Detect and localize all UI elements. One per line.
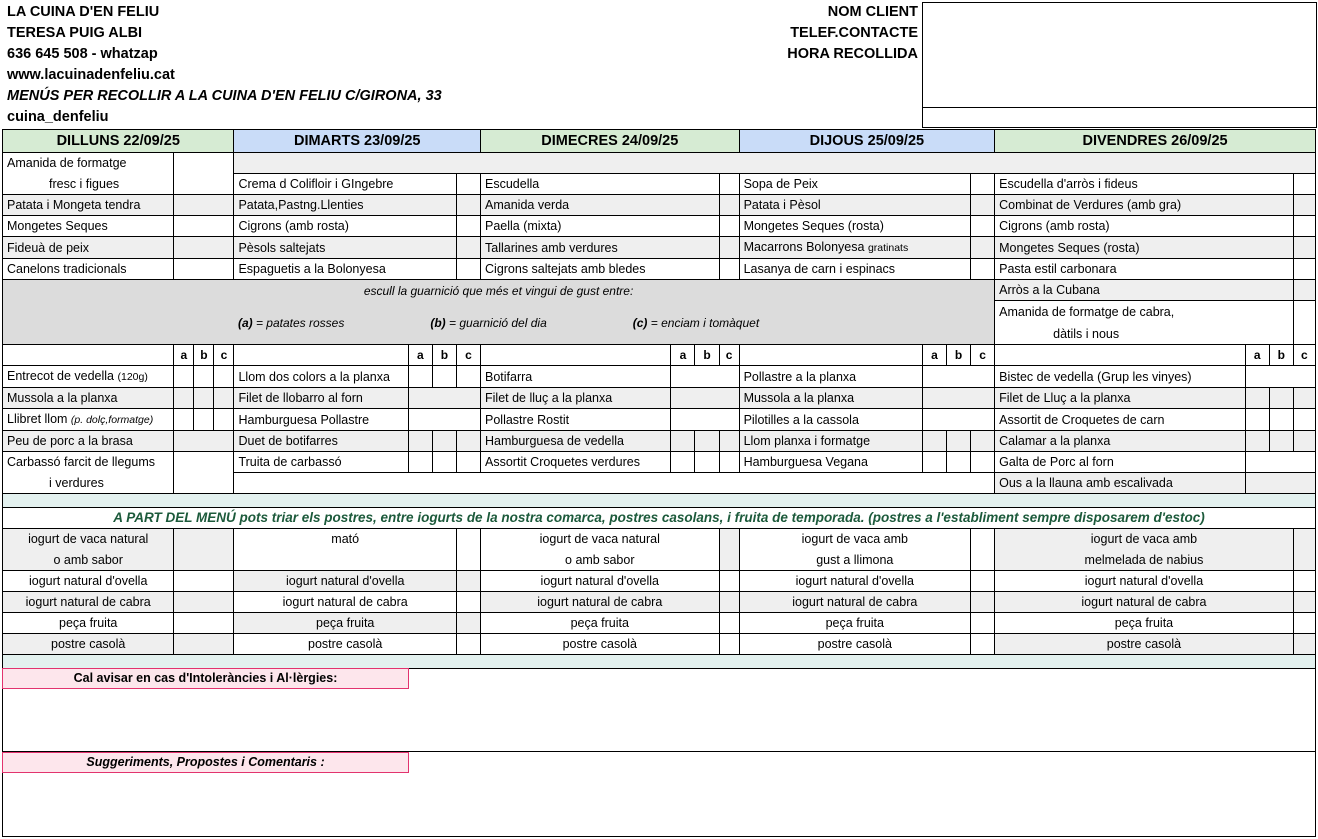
dessert-name: iogurt natural d'ovella bbox=[3, 571, 174, 592]
dessert-select[interactable] bbox=[174, 529, 234, 571]
dish-name: Crema d Colifloir i GIngebre bbox=[234, 174, 456, 195]
dessert-name: iogurt natural de cabra bbox=[739, 592, 970, 613]
dish-select[interactable] bbox=[456, 216, 480, 237]
first-course-row bbox=[3, 195, 1316, 216]
dessert-name: mató bbox=[234, 529, 456, 550]
dish-name: Hamburguesa Vegana bbox=[739, 452, 922, 473]
postres-title: A PART DEL MENÚ pots triar els postres, entre iogurts de la nostra comarca, postres casolans, i fruita de temporada. (postres a l'establiment sempre disposarem d'estoc) bbox=[3, 508, 1316, 529]
blank-cell bbox=[739, 345, 922, 366]
dish-name: Sopa de Peix bbox=[739, 174, 970, 195]
weekly-menu-table bbox=[2, 129, 1316, 669]
blank-cell bbox=[995, 345, 1246, 366]
dish-name-main: Llibret llom bbox=[7, 412, 68, 426]
dessert-name: postre casolà bbox=[3, 634, 174, 655]
dish-name: Truita de carbassó bbox=[234, 452, 408, 473]
blank-cell bbox=[234, 473, 995, 494]
dish-name-note: (p. dolç,formatge) bbox=[70, 414, 154, 426]
dish-select[interactable] bbox=[174, 195, 234, 216]
dessert-name: peça fruita bbox=[3, 613, 174, 634]
garnish-a-check[interactable] bbox=[922, 452, 946, 473]
dessert-name: iogurt de vaca natural bbox=[3, 529, 174, 550]
dessert-name: iogurt natural de cabra bbox=[995, 592, 1294, 613]
dish-name: Assortit de Croquetes de carn bbox=[995, 409, 1246, 431]
dish-select[interactable] bbox=[1293, 301, 1315, 345]
garnish-options bbox=[7, 302, 990, 344]
second-course-row bbox=[3, 452, 1316, 473]
garnish-b-check[interactable] bbox=[194, 366, 214, 388]
day-header-row bbox=[3, 130, 1316, 153]
dessert-select[interactable] bbox=[719, 529, 739, 571]
dessert-select[interactable] bbox=[1293, 529, 1315, 571]
dish-select[interactable] bbox=[971, 216, 995, 237]
dish-name: Carbassó farcit de llegums bbox=[3, 452, 174, 473]
dish-select[interactable] bbox=[971, 174, 995, 195]
header bbox=[0, 0, 1318, 128]
garnish-c-check[interactable] bbox=[214, 366, 234, 388]
garnish-info bbox=[3, 280, 995, 345]
dish-select[interactable] bbox=[922, 388, 994, 409]
garnish-c-check[interactable] bbox=[214, 388, 234, 409]
garnish-b-label: b bbox=[194, 345, 214, 366]
second-course-row bbox=[3, 409, 1316, 431]
first-course-row bbox=[3, 153, 1316, 174]
dessert-name: gust a llimona bbox=[739, 550, 970, 571]
dessert-name: iogurt natural d'ovella bbox=[995, 571, 1294, 592]
second-course-row bbox=[3, 366, 1316, 388]
dessert-name: postre casolà bbox=[234, 634, 456, 655]
garnish-c-check[interactable] bbox=[214, 409, 234, 431]
garnish-c-label: c bbox=[214, 345, 234, 366]
garnish-b-check[interactable] bbox=[432, 431, 456, 452]
dessert-name: peça fruita bbox=[739, 613, 970, 634]
garnish-b-check[interactable] bbox=[194, 409, 214, 431]
blank-cell bbox=[234, 345, 408, 366]
dessert-name: iogurt natural de cabra bbox=[234, 592, 456, 613]
dessert-select[interactable] bbox=[971, 571, 995, 592]
dish-name bbox=[3, 366, 174, 388]
dessert-select[interactable] bbox=[719, 571, 739, 592]
garnish-a-label: a bbox=[922, 345, 946, 366]
dessert-name: postre casolà bbox=[739, 634, 970, 655]
suggestions-label: Suggeriments, Propostes i Comentaris : bbox=[2, 752, 409, 773]
garnish-a-check[interactable] bbox=[174, 366, 194, 388]
first-course-row bbox=[3, 174, 1316, 195]
dish-name: Bistec de vedella (Grup les vinyes) bbox=[995, 366, 1246, 388]
dessert-name: iogurt de vaca amb bbox=[995, 529, 1294, 550]
dessert-name: o amb sabor bbox=[3, 550, 174, 571]
garnish-a-label: a bbox=[671, 345, 695, 366]
garnish-b-label: b bbox=[1269, 345, 1293, 366]
blank-cell bbox=[481, 345, 671, 366]
dish-name: Paella (mixta) bbox=[481, 216, 720, 237]
client-info-box[interactable] bbox=[922, 2, 1317, 108]
dish-select[interactable] bbox=[1293, 259, 1315, 280]
dish-name: Peu de porc a la brasa bbox=[3, 431, 174, 452]
dessert-name: iogurt natural d'ovella bbox=[234, 571, 456, 592]
dish-select[interactable] bbox=[719, 174, 739, 195]
dish-select[interactable] bbox=[971, 259, 995, 280]
dish-name: Llom planxa i formatge bbox=[739, 431, 922, 452]
dish-name: Filet de Lluç a la planxa bbox=[995, 388, 1246, 409]
garnish-b-check[interactable] bbox=[432, 366, 456, 388]
garnish-a-check[interactable] bbox=[174, 409, 194, 431]
dish-name: Lasanya de carn i espinacs bbox=[739, 259, 970, 280]
dessert-select[interactable] bbox=[1293, 592, 1315, 613]
dish-select[interactable] bbox=[1245, 452, 1315, 473]
dish-select[interactable] bbox=[971, 237, 995, 259]
garnish-c-check[interactable] bbox=[456, 366, 480, 388]
dish-name: Mussola a la planxa bbox=[739, 388, 922, 409]
dish-name: Patata,Pastng.Llenties bbox=[234, 195, 456, 216]
garnish-b-check[interactable] bbox=[947, 452, 971, 473]
garnish-a-check[interactable] bbox=[1245, 431, 1269, 452]
dish-select[interactable] bbox=[922, 409, 994, 431]
garnish-c-check[interactable] bbox=[456, 431, 480, 452]
garnish-b-label: b bbox=[947, 345, 971, 366]
garnish-a-check[interactable] bbox=[174, 388, 194, 409]
dish-name-note: (120g) bbox=[117, 371, 148, 383]
dish-select[interactable] bbox=[1245, 473, 1315, 494]
dish-name bbox=[739, 237, 970, 259]
dessert-name: peça fruita bbox=[234, 613, 456, 634]
garnish-a-label: a bbox=[408, 345, 432, 366]
dessert-select[interactable] bbox=[174, 634, 234, 655]
dessert-name: iogurt de vaca natural bbox=[481, 529, 720, 550]
dish-name: Filet de lluç a la planxa bbox=[481, 388, 671, 409]
dish-name: Ous a la llauna amb escalivada bbox=[995, 473, 1246, 494]
dish-name: Llom dos colors a la planxa bbox=[234, 366, 408, 388]
garnish-option-b: (b) = guarnició del dia bbox=[430, 316, 547, 330]
garnish-a-check[interactable] bbox=[922, 431, 946, 452]
postres-row bbox=[3, 529, 1316, 550]
postres-row bbox=[3, 571, 1316, 592]
dessert-name: iogurt natural d'ovella bbox=[739, 571, 970, 592]
dish-name: Mongetes Seques (rosta) bbox=[739, 216, 970, 237]
client-extra-box[interactable] bbox=[922, 107, 1317, 128]
garnish-intro: escull la guarnició que més et vingui de gust entre: bbox=[363, 284, 634, 298]
postres-title-row bbox=[3, 508, 1316, 529]
day-friday: DIVENDRES 26/09/25 bbox=[995, 130, 1316, 153]
dessert-select[interactable] bbox=[456, 529, 480, 571]
website: www.lacuinadenfeliu.cat bbox=[7, 67, 175, 83]
dessert-select[interactable] bbox=[174, 613, 234, 634]
dish-select[interactable] bbox=[174, 153, 234, 174]
menu-subtitle: MENÚS PER RECOLLIR A LA CUINA D'EN FELIU C/GIRONA, 33 bbox=[7, 88, 442, 104]
garnish-c-check[interactable] bbox=[1293, 409, 1315, 431]
dish-name: Cigrons (amb rosta) bbox=[995, 216, 1294, 237]
dessert-select[interactable] bbox=[174, 571, 234, 592]
dish-select[interactable] bbox=[456, 195, 480, 216]
dish-select[interactable] bbox=[1245, 366, 1315, 388]
dessert-select[interactable] bbox=[1293, 613, 1315, 634]
garnish-option-a: (a) = patates rosses bbox=[237, 316, 345, 330]
garnish-c-check[interactable] bbox=[971, 452, 995, 473]
dish-select[interactable] bbox=[174, 452, 234, 494]
garnish-c-label: c bbox=[719, 345, 739, 366]
day-monday: DILLUNS 22/09/25 bbox=[3, 130, 234, 153]
dessert-name: iogurt natural de cabra bbox=[3, 592, 174, 613]
dish-select[interactable] bbox=[456, 174, 480, 195]
dish-name: Escudella bbox=[481, 174, 720, 195]
client-name-label: NOM CLIENT bbox=[827, 4, 918, 20]
dish-name bbox=[3, 409, 174, 431]
dessert-select[interactable] bbox=[456, 592, 480, 613]
garnish-b-check[interactable] bbox=[947, 431, 971, 452]
dish-select[interactable] bbox=[1293, 216, 1315, 237]
garnish-c-label: c bbox=[971, 345, 995, 366]
postres-row bbox=[3, 634, 1316, 655]
blank-cell bbox=[234, 550, 456, 571]
dish-select[interactable] bbox=[174, 259, 234, 280]
postres-row bbox=[3, 592, 1316, 613]
garnish-b-check[interactable] bbox=[194, 388, 214, 409]
dish-name: Combinat de Verdures (amb gra) bbox=[995, 195, 1294, 216]
dessert-select[interactable] bbox=[971, 613, 995, 634]
dessert-name: iogurt de vaca amb bbox=[739, 529, 970, 550]
dessert-name: peça fruita bbox=[995, 613, 1294, 634]
blank-cell bbox=[3, 345, 174, 366]
restaurant-name: LA CUINA D'EN FELIU bbox=[7, 4, 160, 20]
dish-name: Hamburguesa de vedella bbox=[481, 431, 671, 452]
spacer-row bbox=[3, 494, 1316, 508]
dish-name: Botifarra bbox=[481, 366, 671, 388]
dish-name-note: gratinats bbox=[867, 242, 909, 254]
dessert-name: o amb sabor bbox=[481, 550, 720, 571]
dessert-select[interactable] bbox=[971, 529, 995, 571]
dish-select[interactable] bbox=[1293, 237, 1315, 259]
dish-select[interactable] bbox=[719, 237, 739, 259]
dish-name: Arròs a la Cubana bbox=[995, 280, 1294, 301]
dessert-select[interactable] bbox=[174, 592, 234, 613]
garnish-c-check[interactable] bbox=[971, 431, 995, 452]
dish-name: Espaguetis a la Bolonyesa bbox=[234, 259, 456, 280]
day-wednesday: DIMECRES 24/09/25 bbox=[481, 130, 740, 153]
garnish-b-check[interactable] bbox=[1269, 388, 1293, 409]
dish-name: Amanida de formatge de cabra, bbox=[995, 301, 1294, 324]
dish-name: fresc i figues bbox=[3, 174, 174, 195]
dish-select[interactable] bbox=[408, 388, 480, 409]
dish-select[interactable] bbox=[671, 409, 739, 431]
dish-name: Mussola a la planxa bbox=[3, 388, 174, 409]
garnish-c-check[interactable] bbox=[1293, 431, 1315, 452]
dish-name: Canelons tradicionals bbox=[3, 259, 174, 280]
dessert-select[interactable] bbox=[456, 634, 480, 655]
garnish-a-label: a bbox=[174, 345, 194, 366]
garnish-c-label: c bbox=[1293, 345, 1315, 366]
day-tuesday: DIMARTS 23/09/25 bbox=[234, 130, 481, 153]
dish-select[interactable] bbox=[456, 259, 480, 280]
dish-select[interactable] bbox=[922, 366, 994, 388]
dish-select[interactable] bbox=[174, 216, 234, 237]
dish-select[interactable] bbox=[719, 216, 739, 237]
dish-select[interactable] bbox=[174, 237, 234, 259]
dish-name: i verdures bbox=[3, 473, 174, 494]
dish-name: Filet de llobarro al forn bbox=[234, 388, 408, 409]
dish-name: Fideuà de peix bbox=[3, 237, 174, 259]
owner-name: TERESA PUIG ALBI bbox=[7, 25, 143, 41]
garnish-a-check[interactable] bbox=[671, 452, 695, 473]
dish-select[interactable] bbox=[174, 431, 234, 452]
second-course-row bbox=[3, 388, 1316, 409]
dessert-select[interactable] bbox=[719, 613, 739, 634]
dish-select[interactable] bbox=[1293, 195, 1315, 216]
dessert-select[interactable] bbox=[719, 592, 739, 613]
garnish-b-check[interactable] bbox=[695, 452, 719, 473]
allergies-box[interactable] bbox=[2, 668, 1316, 752]
dish-name: Tallarines amb verdures bbox=[481, 237, 720, 259]
second-course-row bbox=[3, 431, 1316, 452]
dish-name-main: Macarrons Bolonyesa bbox=[743, 240, 865, 254]
garnish-a-check[interactable] bbox=[1245, 388, 1269, 409]
social-handle: cuina_denfeliu bbox=[7, 109, 109, 125]
spacer-row bbox=[3, 655, 1316, 669]
dish-name: Pèsols saltejats bbox=[234, 237, 456, 259]
garnish-b-check[interactable] bbox=[432, 452, 456, 473]
dessert-select[interactable] bbox=[719, 634, 739, 655]
dish-name: Patata i Pèsol bbox=[739, 195, 970, 216]
garnish-a-check[interactable] bbox=[1245, 409, 1269, 431]
pickup-time-label: HORA RECOLLIDA bbox=[787, 46, 918, 62]
garnish-b-check[interactable] bbox=[695, 431, 719, 452]
dish-select[interactable] bbox=[1293, 280, 1315, 301]
dish-name: Assortit Croquetes verdures bbox=[481, 452, 671, 473]
postres-row bbox=[3, 613, 1316, 634]
dish-select[interactable] bbox=[671, 388, 739, 409]
dessert-name: iogurt natural de cabra bbox=[481, 592, 720, 613]
dish-name: Escudella d'arròs i fideus bbox=[995, 174, 1294, 195]
dish-select[interactable] bbox=[971, 195, 995, 216]
garnish-b-check[interactable] bbox=[1269, 409, 1293, 431]
garnish-b-check[interactable] bbox=[1269, 431, 1293, 452]
spacer bbox=[3, 494, 1316, 508]
first-course-row bbox=[3, 237, 1316, 259]
dish-select[interactable] bbox=[408, 409, 480, 431]
first-course-row bbox=[3, 216, 1316, 237]
dessert-name: postre casolà bbox=[481, 634, 720, 655]
garnish-c-check[interactable] bbox=[1293, 388, 1315, 409]
dish-select[interactable] bbox=[671, 366, 739, 388]
dessert-name: peça fruita bbox=[481, 613, 720, 634]
garnish-b-label: b bbox=[695, 345, 719, 366]
garnish-c-check[interactable] bbox=[719, 452, 739, 473]
first-course-row bbox=[3, 259, 1316, 280]
dessert-name: iogurt natural d'ovella bbox=[481, 571, 720, 592]
garnish-b-label: b bbox=[432, 345, 456, 366]
dish-name: Hamburguesa Pollastre bbox=[234, 409, 408, 431]
suggestions-box[interactable] bbox=[2, 752, 1316, 837]
garnish-c-label: c bbox=[456, 345, 480, 366]
dish-name: Amanida de formatge bbox=[3, 153, 174, 174]
dish-select[interactable] bbox=[1293, 174, 1315, 195]
dish-select[interactable] bbox=[719, 195, 739, 216]
dessert-select[interactable] bbox=[971, 592, 995, 613]
dessert-select[interactable] bbox=[1293, 634, 1315, 655]
allergies-label: Cal avisar en cas d'Intoleràncies i Al·lèrgies: bbox=[2, 668, 409, 689]
garnish-a-check[interactable] bbox=[671, 431, 695, 452]
dish-name: Pollastre Rostit bbox=[481, 409, 671, 431]
dessert-name: melmelada de nabius bbox=[995, 550, 1294, 571]
spacer bbox=[3, 655, 1316, 669]
dish-name: Cigrons saltejats amb bledes bbox=[481, 259, 720, 280]
day-thursday: DIJOUS 25/09/25 bbox=[739, 130, 995, 153]
dish-name: Pilotilles a la cassola bbox=[739, 409, 922, 431]
garnish-letters-row bbox=[3, 345, 1316, 366]
garnish-a-check[interactable] bbox=[408, 452, 432, 473]
dish-name: dàtils i nous bbox=[995, 324, 1294, 345]
dish-name: Pollastre a la planxa bbox=[739, 366, 922, 388]
dessert-select[interactable] bbox=[1293, 571, 1315, 592]
garnish-a-check[interactable] bbox=[408, 366, 432, 388]
dish-name: Patata i Mongeta tendra bbox=[3, 195, 174, 216]
dish-select[interactable] bbox=[719, 259, 739, 280]
dish-name: Duet de botifarres bbox=[234, 431, 408, 452]
dish-name-main: Entrecot de vedella bbox=[7, 369, 115, 383]
phone: 636 645 508 - whatzap bbox=[7, 46, 158, 62]
dish-name: Mongetes Seques (rosta) bbox=[995, 237, 1294, 259]
client-phone-label: TELEF.CONTACTE bbox=[790, 25, 918, 41]
garnish-row bbox=[3, 280, 1316, 301]
dish-name: Pasta estil carbonara bbox=[995, 259, 1294, 280]
dish-name: Mongetes Seques bbox=[3, 216, 174, 237]
dish-select[interactable] bbox=[174, 174, 234, 195]
garnish-c-check[interactable] bbox=[456, 452, 480, 473]
garnish-option-c: (c) = enciam i tomàquet bbox=[632, 316, 760, 330]
garnish-c-check[interactable] bbox=[719, 431, 739, 452]
dish-name: Amanida verda bbox=[481, 195, 720, 216]
garnish-a-check[interactable] bbox=[408, 431, 432, 452]
dish-name: Galta de Porc al forn bbox=[995, 452, 1246, 473]
dish-name: Cigrons (amb rosta) bbox=[234, 216, 456, 237]
blank-cell bbox=[234, 153, 1316, 174]
dessert-select[interactable] bbox=[971, 634, 995, 655]
dessert-select[interactable] bbox=[456, 613, 480, 634]
dish-select[interactable] bbox=[456, 237, 480, 259]
dessert-name: postre casolà bbox=[995, 634, 1294, 655]
garnish-a-label: a bbox=[1245, 345, 1269, 366]
dessert-select[interactable] bbox=[456, 571, 480, 592]
dish-name: Calamar a la planxa bbox=[995, 431, 1246, 452]
